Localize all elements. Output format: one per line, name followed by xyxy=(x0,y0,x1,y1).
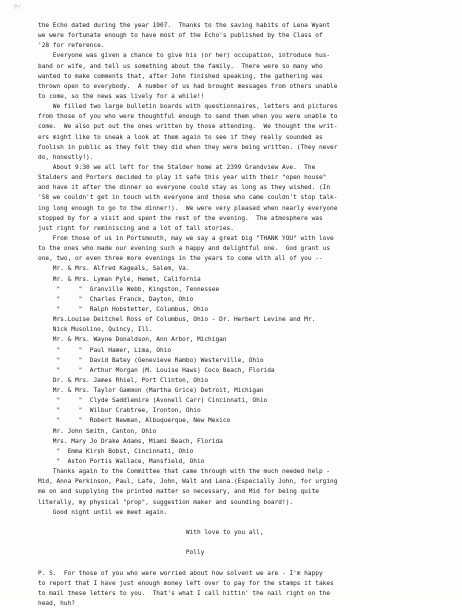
text-line: '28 for reference. xyxy=(38,42,105,50)
text-line: Stalders and Porters decided to play it safe this year with their "open house" xyxy=(38,174,327,182)
text-line: Mr. & Mrs. Taylor Gammon (Martha Grice) Detroit, Michigan xyxy=(38,387,264,395)
text-line: band or wife, and tell us something about the family. There were so many who xyxy=(38,62,323,70)
letter-body xyxy=(38,21,454,609)
text-line: " " Robert Newman, Albuquerque, New Mexico xyxy=(38,417,231,425)
text-line: Nick Musolino, Quincy, Ill. xyxy=(38,326,153,334)
text-line: head, huh? xyxy=(38,600,75,608)
text-line: P. S. For those of you who were worried about how solvent we are - I'm happy xyxy=(38,569,323,577)
text-line: to the ones who made our evening such a happy and delightful one. God grant us xyxy=(38,245,331,253)
text-line: one, two, or even three more evenings in the years to come with all of you -- xyxy=(38,255,323,263)
text-line: to report that I have just enough money left over to pay for the stamps it takes xyxy=(38,579,334,587)
text-line: we were fortunate enough to have most of the Echo's published by the Class of xyxy=(38,32,323,40)
text-line: stopped by for a visit and spent the rest of the evening. The atmosphere was xyxy=(38,214,323,222)
text-line xyxy=(38,518,454,528)
text-line: " " Clyde Saddlemire (Avonell Carr) Cincinnati, Ohio xyxy=(38,397,268,405)
text-line: Mr. & Mrs. Alfred Kageals, Salem, Va. xyxy=(38,265,190,273)
text-line: foolish in public as they felt they did when they were being written. (They never xyxy=(38,143,338,151)
text-line xyxy=(38,558,454,568)
text-line: to come, so the news was lively for a while!! xyxy=(38,92,205,100)
text-line: wanted to make comments that, after John finished speaking, the gathering was xyxy=(38,72,323,80)
corner-mark: Pr xyxy=(14,4,22,11)
text-line: " " Ralph Hobstetter, Columbus, Ohio xyxy=(38,305,209,313)
text-line: to mail these letters to you. That's what I call hittin' the nail right on the xyxy=(38,589,331,597)
text-line: the Echo dated during the year 1907. Thanks to the saving habits of Lena Wyant xyxy=(38,22,331,29)
text-line: Thanks again to the Committee that came through with the much needed help - xyxy=(38,468,331,476)
text-line: With love to you all, xyxy=(38,529,264,537)
text-line: '58 we couldn't get in touch with everyone and those who came couldn't stop talk- xyxy=(38,194,338,202)
text-line: From those of us in Portsmouth, may we say a great big "THANK YOU" with love xyxy=(38,234,334,242)
text-line: Mr. & Mrs. Wayne Donaldson, Ann Arbor, Michigan xyxy=(38,336,227,344)
text-line: just right for reminiscing and a lot of tall stories. xyxy=(38,224,234,232)
text-line: " Emma Kirsh Bobst, Cincinnati, Ohio xyxy=(38,447,194,455)
text-line: do, honestly!). xyxy=(38,153,94,161)
text-line: " " Arthur Morgan (M. Louise Haws) Coco Beach, Florida xyxy=(38,366,275,374)
text-line: Polly xyxy=(38,549,205,557)
text-line: We filled two large bulletin boards with questionnaires, letters and pictures xyxy=(38,103,338,111)
text-line: " " David Batey (Genevieve Rambo) Westerville, Ohio xyxy=(38,356,264,364)
text-line: Good night until we meet again. xyxy=(38,508,168,516)
text-line: ers might like to sneak a look at them again to see if they really sounded as xyxy=(38,133,323,141)
text-line: Mrs.Louise Deitchel Ross of Columbus, Ohio - Dr. Herbert Levine and Mr. xyxy=(38,316,316,324)
text-line: About 9:30 we all left for the Stalder home at 2399 Grandview Ave. The xyxy=(38,163,316,171)
text-line: Dr. & Mrs. James Rhiel, Port Clinton, Ohio xyxy=(38,376,209,384)
text-line: come. We also put out the ones written by those attending. We thought the writ- xyxy=(38,123,338,131)
text-line: " " Wilbur Crabtree, Ironton, Ohio xyxy=(38,407,201,415)
text-line: Mr. & Mrs. Lyman Pyle, Hemet, California xyxy=(38,275,201,283)
text-line xyxy=(38,538,454,548)
text-line: " " Charles Franck, Dayton, Ohio xyxy=(38,295,194,303)
text-line: " Aston Portis Wallace, Mansfield, Ohio xyxy=(38,458,205,466)
text-line: thrown open to everybody. A number of us had brought messages from others unable xyxy=(38,82,338,90)
text-line: " " Paul Hamer, Lima, Ohio xyxy=(38,346,172,354)
text-line: me on and supplying the printed matter so necessary, and Mid for being quite xyxy=(38,488,319,496)
text-line: ing long enough to go to the dinner!). We were very pleased when nearly everyone xyxy=(38,204,338,212)
text-line: from those of you who were thoughtful enough to send them when you were unable to xyxy=(38,113,338,121)
text-line: Mrs. Mary Jo Drake Adams, Miami Beach, Florida xyxy=(38,437,223,445)
text-line: literally, my physical "prop", suggestion maker and sounding board!). xyxy=(38,498,294,506)
text-line: Everyone was given a chance to give his (or her) occupation, introduce hus- xyxy=(38,52,331,60)
text-line: Mid, Anna Perkinson, Paul, Lafe, John, Walt and Lena.(Especially John, for urging xyxy=(38,478,338,486)
text-line: Mr. John Smith, Canton, Ohio xyxy=(38,427,157,435)
text-line: " " Granville Webb, Kingston, Tennessee xyxy=(38,285,220,293)
text-line: and have it after the dinner so everyone could stay as long as they wished. (In xyxy=(38,184,331,192)
